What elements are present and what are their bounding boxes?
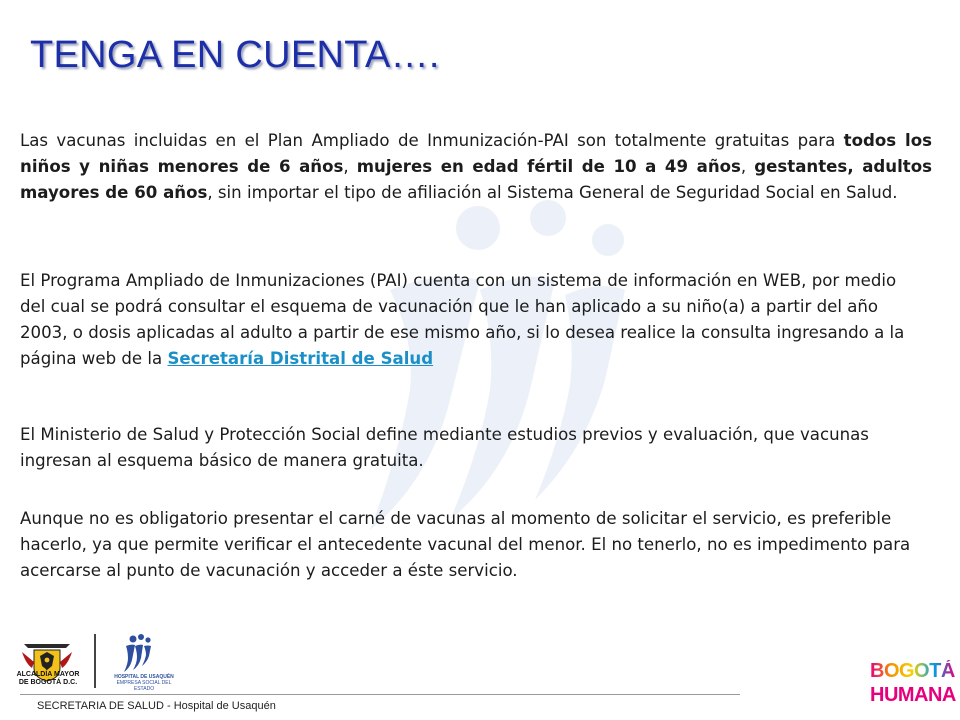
hospital-caption-line: EMPRESA SOCIAL DEL ESTADO [116,680,172,692]
hospital-usaquen-logo-icon [116,634,156,674]
paragraph-pai-web-system [20,268,920,372]
logo-divider [94,634,96,688]
paragraph-free-vaccines [20,128,932,206]
paragraph-emphasis: gestantes, adultos mayores de 60 años [20,157,932,202]
footer-caption: SECRETARIA DE SALUD - Hospital de Usaquén [37,700,276,712]
bogota-logo-word: HUMANA [870,684,956,706]
paragraph-ministerio: El Ministerio de Salud y Protección Social define mediante estudios previos y evaluación, que vacunas ingresan al esquema básico de manera gratuita. [20,425,869,470]
paragraph-text: El Programa Ampliado de Inmunizaciones (PAI) cuenta con un sistema de información en WEB, por medio del cual se podrá consultar el esquema de vacunación que le han aplicado a su niño(a) a partir del año 2003, o dosis aplicadas al adulto a partir de ese mismo año, si lo desea realice la consulta ingresando a la página web de la [20,271,905,368]
paragraph-vaccine-card: Aunque no es obligatorio presentar el carné de vacunas al momento de solicitar el servicio, es preferible hacerlo, ya que permite verificar el antecedente vacunal del menor. El no tenerlo, no es impedimento para acercarse al punto de vacunación y acceder a éste servicio. [20,509,911,580]
hospital-caption-line: HOSPITAL DE USAQUÉN [114,674,174,680]
paragraph-emphasis: todos los niños y niñas menores de 6 años [20,131,932,176]
bogota-logo-word: BOGOTÁ [870,660,955,682]
alcaldia-caption-line: ALCALDÍA MAYOR [16,671,80,678]
bogota-humana-logo-icon [870,660,955,683]
bogota-humana-logo-word [870,684,956,707]
paragraph-emphasis: mujeres en edad fértil de 10 a 49 años [356,157,741,176]
paragraph-text: , [740,157,755,176]
hospital-caption [106,674,182,692]
paragraph-text: , sin importar el tipo de afiliación al Sistema General de Seguridad Social en Salud. [207,183,898,202]
secretaria-distrital-link[interactable]: Secretaría Distrital de Salud [167,349,434,368]
alcaldia-caption-line: DE BOGOTÁ D.C. [18,679,78,686]
paragraph-text: Las vacunas incluidas en el Plan Ampliado de Inmunización-PAI son totalmente gratuitas para [20,131,844,150]
footer-divider [20,694,740,695]
page-title: TENGA EN CUENTA…. [30,34,440,76]
alcaldia-caption [14,671,82,687]
paragraph-text: , [343,157,357,176]
